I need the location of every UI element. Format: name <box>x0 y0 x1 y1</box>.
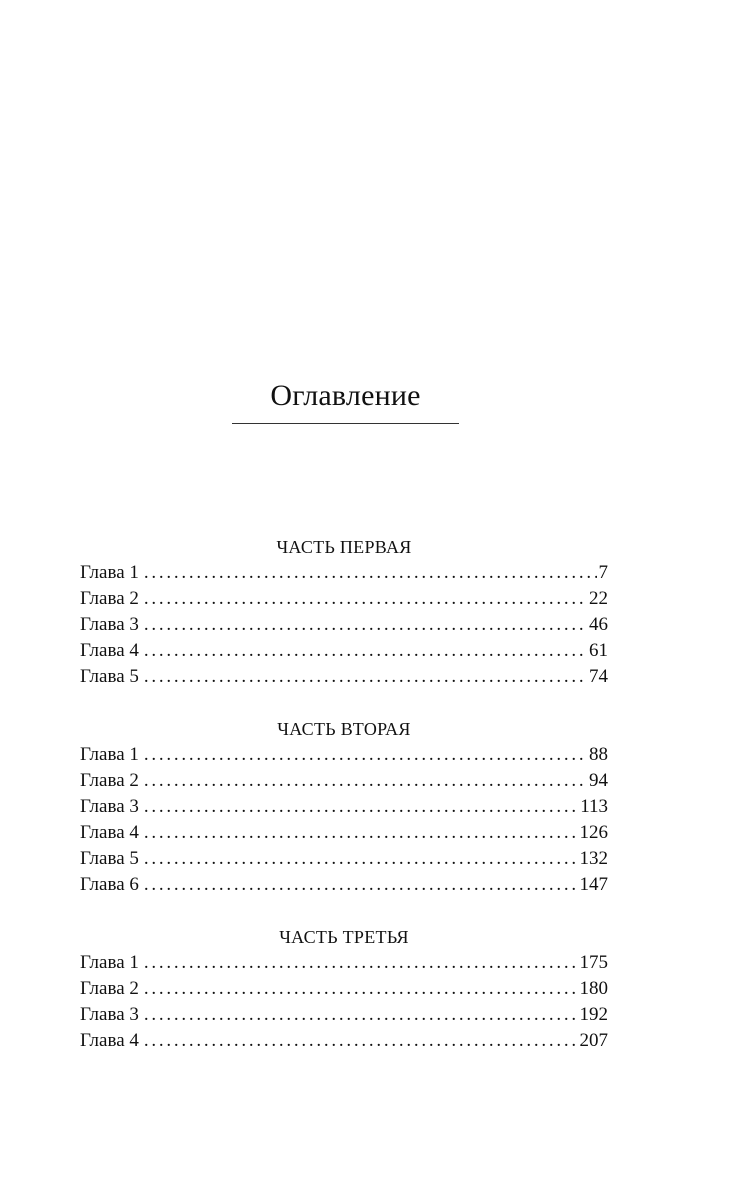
part-title: ЧАСТЬ ПЕРВАЯ <box>276 537 412 557</box>
page-number: 113 <box>580 796 608 817</box>
dot-leader <box>144 612 587 638</box>
chapter-label: Глава 4 <box>80 1030 139 1051</box>
chapter-label: Глава 1 <box>80 744 139 765</box>
chapter-label: Глава 6 <box>80 874 139 895</box>
toc-part-3 <box>80 924 608 1054</box>
chapter-label: Глава 3 <box>80 1004 139 1025</box>
toc-entry[interactable] <box>80 976 608 1002</box>
chapter-label: Глава 5 <box>80 666 139 687</box>
page-number: 147 <box>579 874 608 895</box>
page-number: 175 <box>579 952 608 973</box>
chapter-label: Глава 2 <box>80 588 139 609</box>
dot-leader <box>144 820 578 846</box>
toc-entry[interactable] <box>80 768 608 794</box>
chapter-label: Глава 1 <box>80 562 139 583</box>
dot-leader <box>144 742 587 768</box>
toc-entry[interactable] <box>80 560 608 586</box>
toc-entry[interactable] <box>80 794 608 820</box>
dot-leader <box>144 976 578 1002</box>
page-number: 74 <box>589 666 608 687</box>
chapter-label: Глава 3 <box>80 614 139 635</box>
table-of-contents <box>80 534 608 1080</box>
page-number: 7 <box>598 562 608 583</box>
title-underline <box>232 423 459 424</box>
dot-leader <box>144 664 587 690</box>
page-title: Оглавление <box>270 379 421 412</box>
dot-leader <box>144 872 578 898</box>
toc-entry[interactable] <box>80 612 608 638</box>
dot-leader <box>144 950 578 976</box>
page-number: 22 <box>589 588 608 609</box>
page-number: 88 <box>589 744 608 765</box>
dot-leader <box>144 794 578 820</box>
toc-entry[interactable] <box>80 846 608 872</box>
chapter-label: Глава 4 <box>80 822 139 843</box>
toc-entry[interactable] <box>80 664 608 690</box>
dot-leader <box>144 1002 578 1028</box>
page-number: 94 <box>589 770 608 791</box>
page-number: 207 <box>579 1030 608 1051</box>
toc-entry[interactable] <box>80 950 608 976</box>
toc-header <box>232 376 459 424</box>
toc-entry[interactable] <box>80 872 608 898</box>
chapter-label: Глава 3 <box>80 796 139 817</box>
part-title: ЧАСТЬ ТРЕТЬЯ <box>279 927 409 947</box>
toc-part-2 <box>80 716 608 898</box>
dot-leader <box>144 638 587 664</box>
toc-entry[interactable] <box>80 1002 608 1028</box>
part-title: ЧАСТЬ ВТОРАЯ <box>277 719 411 739</box>
dot-leader <box>144 768 587 794</box>
page-number: 180 <box>579 978 608 999</box>
toc-entry[interactable] <box>80 742 608 768</box>
page-number: 192 <box>579 1004 608 1025</box>
dot-leader <box>144 846 578 872</box>
toc-part-1 <box>80 534 608 690</box>
chapter-label: Глава 1 <box>80 952 139 973</box>
chapter-label: Глава 2 <box>80 770 139 791</box>
toc-entry[interactable] <box>80 638 608 664</box>
page-number: 126 <box>579 822 608 843</box>
page-number: 132 <box>579 848 608 869</box>
chapter-label: Глава 2 <box>80 978 139 999</box>
chapter-label: Глава 4 <box>80 640 139 661</box>
page-number: 46 <box>589 614 608 635</box>
dot-leader <box>144 586 587 612</box>
toc-entry[interactable] <box>80 820 608 846</box>
page-number: 61 <box>589 640 608 661</box>
dot-leader <box>144 1028 578 1054</box>
toc-entry[interactable] <box>80 1028 608 1054</box>
dot-leader <box>144 560 597 586</box>
chapter-label: Глава 5 <box>80 848 139 869</box>
toc-entry[interactable] <box>80 586 608 612</box>
